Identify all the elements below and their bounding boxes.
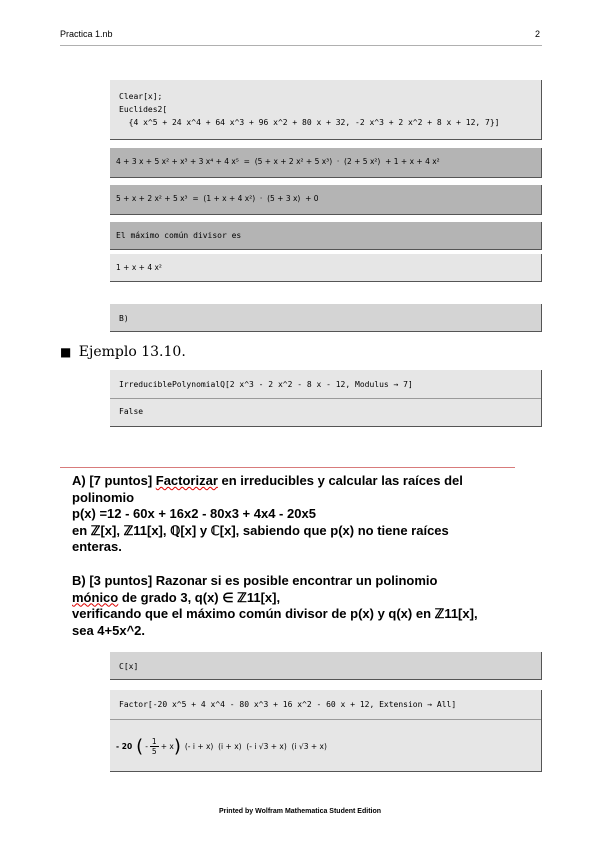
output-factor-rest: (- i + x) (i + x) (- i √3 + x) (i √3 + x) <box>184 741 327 751</box>
problem-a-line-1: A) [7 puntos] Factorizar en irreducibles y calcular las raíces del <box>72 473 463 488</box>
problem-b-line-4: sea 4+5x^2. <box>72 622 146 638</box>
output-gcd: 1 + x + 4 x² <box>116 263 162 272</box>
section-title: Ejemplo 13.10. <box>78 344 186 360</box>
input-factor: Factor[-20 x^5 + 4 x^4 - 80 x^3 + 16 x^2 - 60 x + 12, Extension → All] <box>119 700 457 709</box>
problem-a-line-5: enteras. <box>72 539 122 554</box>
output-division-2: 5 + x + 2 x² + 5 x³ = (1 + x + 4 x²) · (5 + 3 x) + 0 <box>116 194 319 203</box>
cell-c-label: C[x] <box>119 662 139 671</box>
output-factor-fraction <box>150 737 159 756</box>
problem-b-line-1: B) [3 puntos] Razonar si es posible encontrar un polinomio <box>72 573 438 588</box>
output-cell-gcd[interactable] <box>110 254 542 282</box>
cell-b-label: B) <box>119 314 129 323</box>
input-line-1: Clear[x]; <box>119 92 163 101</box>
output-cell-division-1[interactable] <box>110 148 542 178</box>
input-cell-irreducible[interactable] <box>110 370 542 427</box>
paren-close: ) <box>173 735 181 757</box>
output-gcd-text: El máximo común divisor es <box>116 231 242 240</box>
input-cell-factor[interactable] <box>110 690 542 772</box>
problem-a <box>72 473 532 556</box>
header-filename: Practica 1.nb <box>60 29 113 39</box>
input-cell-euclides[interactable] <box>110 80 542 140</box>
plus-x: + x <box>160 741 174 751</box>
cell-divider <box>110 398 541 399</box>
output-cell-division-2[interactable] <box>110 185 542 215</box>
problem-a-line-3: p(x) =12 - 60x + 16x2 - 80x3 + 4x4 - 20x5 <box>72 506 316 521</box>
output-factor <box>116 729 327 763</box>
fraction-numerator: 1 <box>151 736 157 746</box>
output-cell-gcd-text[interactable] <box>110 222 542 250</box>
cell-c[interactable] <box>110 652 542 680</box>
output-factor-coef: - 20 <box>116 741 133 751</box>
input-line-2: Euclides2[ <box>119 105 168 114</box>
output-irreducible: False <box>119 407 144 416</box>
output-division-1: 4 + 3 x + 5 x² + x³ + 3 x⁴ + 4 x⁵ = (5 + x + 2 x² + 5 x³) · (2 + 5 x²) + 1 + x + 4 x² <box>116 157 440 166</box>
problem-a-line-2: polinomio <box>72 489 135 505</box>
input-line-3: {4 x^5 + 24 x^4 + 64 x^3 + 96 x^2 + 80 x + 32, -2 x^3 + 2 x^2 + 8 x + 12, 7}] <box>119 118 500 127</box>
problem-b-line-2: mónico de grado 3, q(x) ∈ ℤ11[x], <box>72 589 281 605</box>
section-heading <box>60 344 186 360</box>
problem-b-line-3: verificando que el máximo común divisor de p(x) y q(x) en ℤ11[x], <box>72 606 478 621</box>
cell-divider <box>110 719 541 720</box>
problem-b <box>72 573 532 639</box>
input-irreducible: IrreduciblePolynomialQ[2 x^3 - 2 x^2 - 8 x - 12, Modulus → 7] <box>119 380 413 389</box>
output-factor-sign: - <box>145 741 148 751</box>
header-page-number: 2 <box>535 29 541 39</box>
section-bullet-icon: ■ <box>60 345 72 359</box>
footer-credit: Printed by Wolfram Mathematica Student Edition <box>218 808 382 815</box>
cell-b[interactable] <box>110 304 542 332</box>
header-rule <box>60 45 542 46</box>
problem-a-line-4: en ℤ[x], ℤ11[x], ℚ[x] y ℂ[x], sabiendo que p(x) no tiene raíces <box>72 522 449 538</box>
paren-open: ( <box>136 735 144 757</box>
fraction-denominator: 5 <box>151 746 157 756</box>
separator-rule <box>60 467 515 468</box>
